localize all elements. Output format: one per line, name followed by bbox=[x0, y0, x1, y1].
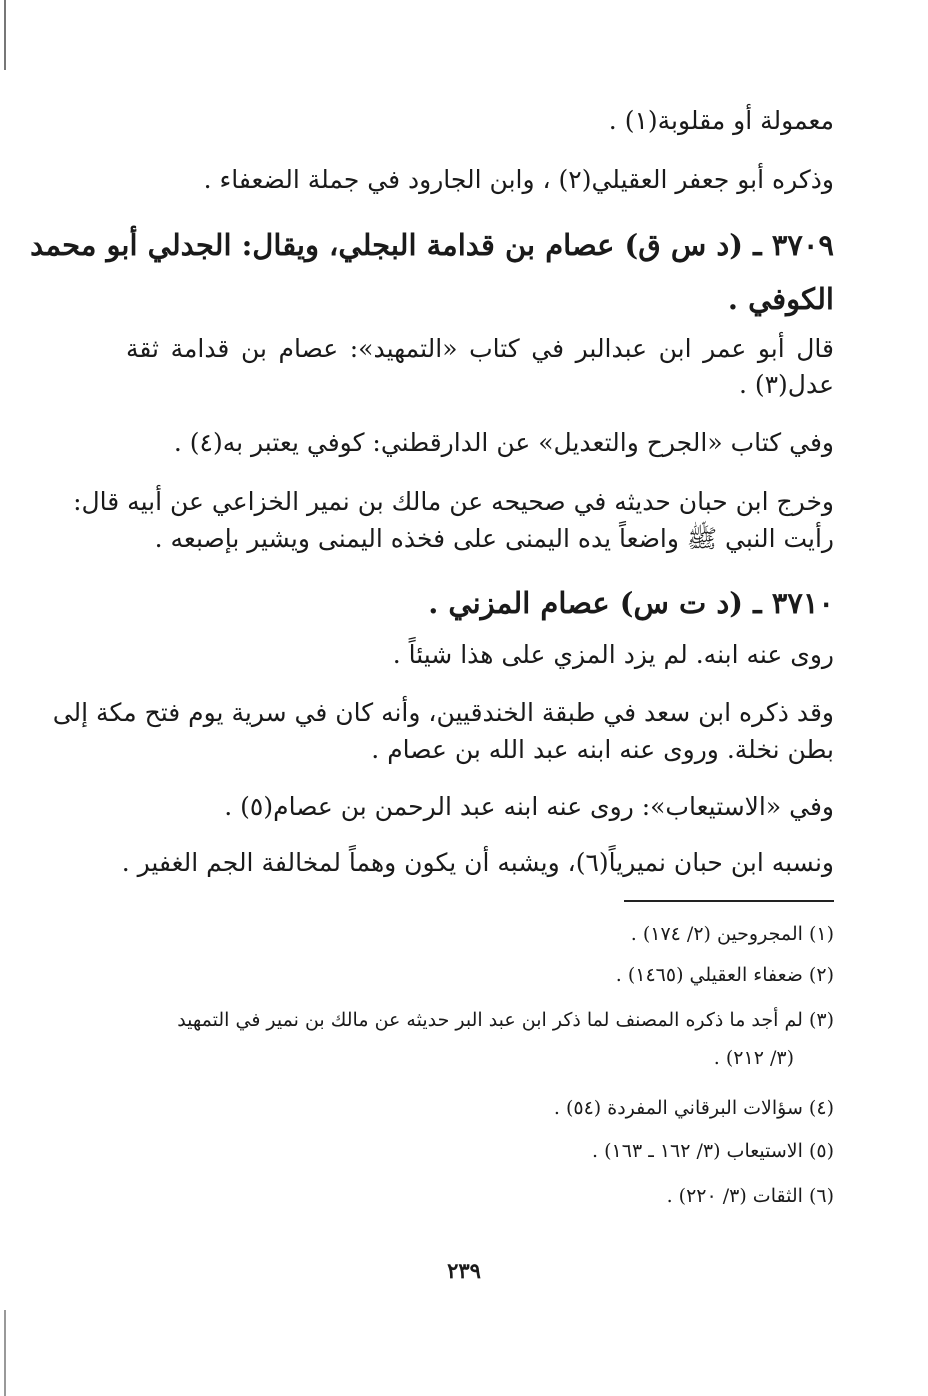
text-line: ونسبه ابن حبان نميرياً(٦)، ويشبه أن يكون وهماً لمخالفة الجم الغفير . bbox=[121, 848, 834, 877]
text-line: وفي «الاستيعاب»: روى عنه ابنه عبد الرحمن بن عصام(٥) . bbox=[224, 792, 834, 821]
page-edge-mark bbox=[4, 0, 6, 70]
footnote: (٥) الاستيعاب (٣/ ١٦٢ ـ ١٦٣) . bbox=[592, 1140, 834, 1162]
footnote: (٣) لم أجد ما ذكره المصنف لما ذكر ابن عبد البر حديثه عن مالك بن نمير في التمهيد bbox=[177, 1009, 834, 1031]
text-line: معمولة أو مقلوبة(١) . bbox=[608, 106, 834, 135]
text-line: وفي كتاب «الجرح والتعديل» عن الدارقطني: كوفي يعتبر به(٤) . bbox=[173, 428, 834, 457]
page-number: ٢٣٩ bbox=[447, 1258, 481, 1283]
text-line: روى عنه ابنه. لم يزد المزي على هذا شيئاً . bbox=[392, 640, 834, 669]
footnote: (٢) ضعفاء العقيلي (١٤٦٥) . bbox=[615, 964, 834, 986]
entry-heading: ٣٧١٠ ـ (د ت س) عصام المزني . bbox=[428, 586, 834, 620]
text-line: رأيت النبي ﷺ واضعاً يده اليمنى على فخذه اليمنى ويشير بإصبعه . bbox=[154, 524, 834, 553]
text-line: قال أبو عمر ابن عبدالبر في كتاب «التمهيد»: عصام بن قدامة ثقة bbox=[126, 334, 834, 363]
footnote: (٦) الثقات (٣/ ٢٢٠) . bbox=[666, 1185, 834, 1207]
footnote-cont: (٣/ ٢١٢) . bbox=[713, 1047, 794, 1069]
text-line: عدل(٣) . bbox=[738, 370, 834, 399]
text-line: وذكره أبو جعفر العقيلي(٢) ، وابن الجارود في جملة الضعفاء . bbox=[203, 165, 834, 194]
footnote-divider bbox=[624, 900, 834, 902]
footnote: (١) المجروحين (٢/ ١٧٤) . bbox=[630, 923, 834, 945]
entry-heading-cont: الكوفي . bbox=[727, 282, 834, 316]
text-line: بطن نخلة. وروى عنه ابنه عبد الله بن عصام . bbox=[371, 735, 834, 764]
page-edge-mark-bottom bbox=[4, 1310, 6, 1396]
text-line: وقد ذكره ابن سعد في طبقة الخندقيين، وأنه كان في سرية يوم فتح مكة إلى bbox=[52, 698, 834, 727]
text-line: وخرج ابن حبان حديثه في صحيحه عن مالك بن نمير الخزاعي عن أبيه قال: bbox=[73, 487, 834, 516]
footnote: (٤) سؤالات البرقاني المفردة (٥٤) . bbox=[553, 1097, 834, 1119]
entry-heading: ٣٧٠٩ ـ (د س ق) عصام بن قدامة البجلي، ويقال: الجدلي أبو محمد bbox=[30, 228, 834, 262]
